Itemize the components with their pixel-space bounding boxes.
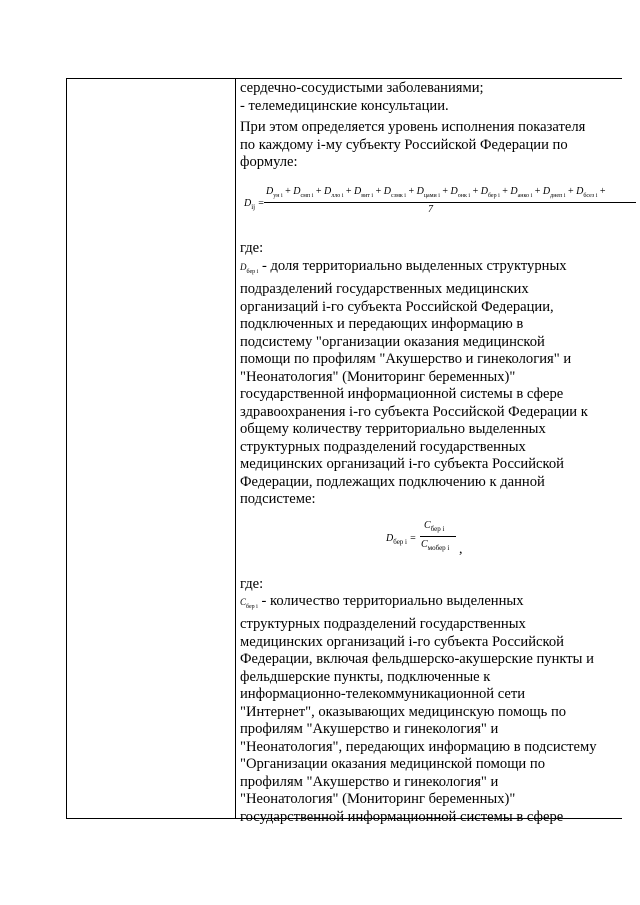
definition-line: структурных подразделений государственных — [240, 616, 526, 633]
definition-line: профилям "Акушерство и гинекология" и — [240, 773, 499, 790]
formula-term: $D_{бер i}$ — [480, 186, 500, 199]
plus-sign: + — [313, 186, 324, 197]
plus-sign: + — [373, 186, 384, 197]
definition-line: подключенных и передающих информацию в — [240, 316, 524, 333]
formula1-lhs: $D_{ij}$ = — [244, 198, 265, 211]
formula2-denominator: $C_{мобер i}$ — [421, 539, 450, 552]
definition-line: - количество территориально выделенных — [257, 593, 524, 609]
intro-line: - телемедицинские консультации. — [240, 97, 449, 114]
definition-line: организаций i-го субъекта Российской Федерации, — [240, 298, 554, 315]
intro-line: При этом определяется уровень исполнения показателя — [240, 119, 586, 135]
formula-term: $D_{ун i}$ — [266, 186, 283, 199]
definition-line: структурных подразделений государственных — [240, 438, 526, 455]
plus-sign: + — [343, 186, 355, 197]
formula1-numerator — [266, 186, 606, 199]
plus-sign: + — [439, 186, 451, 197]
definition-line: медицинских организаций i-го субъекта Российской — [240, 456, 564, 473]
formula1-fraction-bar — [264, 202, 636, 203]
table-left-border — [66, 78, 67, 819]
formula1-denominator: 7 — [428, 204, 433, 215]
definition-dber — [240, 258, 622, 509]
formula-term: $D_{бсез i}$ — [576, 186, 598, 199]
formula-term: $D_{цами i}$ — [416, 186, 440, 199]
def1-symbol: $D_{бер i}$ — [240, 262, 259, 275]
plus-sign: + — [565, 186, 577, 197]
def2-symbol: $C_{бер i}$ — [240, 597, 258, 610]
formula-term: $D_{лло i}$ — [323, 186, 344, 199]
formula2-lhs: $D_{бер i}$ = — [386, 533, 417, 546]
intro-line: формуле: — [240, 154, 298, 170]
where-label: где: — [240, 576, 264, 592]
formula2-fraction-bar — [420, 536, 456, 537]
definition-line: помощи по профилям "Акушерство и гинекология" и — [240, 351, 572, 368]
formula2-comma: , — [459, 542, 463, 557]
formula-term: $D_{сзмк i}$ — [383, 186, 406, 199]
plus-sign: + — [405, 186, 417, 197]
formula-term: $D_{вит i}$ — [354, 186, 374, 199]
definition-line: Федерации, подлежащих подключению к данной — [240, 473, 545, 490]
formula-term: $D_{анко i}$ — [510, 186, 533, 199]
formula-term: $D_{днеп i}$ — [542, 186, 566, 199]
definition-line: "Неонатология", передающих информацию в подсистему — [240, 738, 597, 755]
plus-sign: + — [470, 186, 481, 197]
table-top-border — [66, 78, 622, 79]
definition-line: здравоохранения i-го субъекта Российской Федерации к — [240, 403, 588, 420]
definition-line: "Организации оказания медицинской помощи по — [240, 756, 545, 773]
definition-line: - доля территориально выделенных структурных — [258, 258, 567, 274]
definition-line: медицинских организаций i-го субъекта Российской — [240, 633, 564, 650]
definition-line: "Неонатология" (Мониторинг беременных)" — [240, 791, 516, 808]
intro-text — [240, 80, 622, 172]
definition-line: "Интернет", оказывающих медицинскую помощь по — [240, 703, 567, 720]
plus-sign: + — [532, 186, 543, 197]
definition-line: подсистему "организации оказания медицинской — [240, 333, 545, 350]
definition-line: "Неонатология" (Мониторинг беременных)" — [240, 368, 516, 385]
formula-term: $D_{смп i}$ — [293, 186, 314, 199]
formula-term: $D_{онк i}$ — [450, 186, 471, 199]
definition-line: общему количеству территориально выделенных — [240, 421, 546, 438]
table-divider — [235, 78, 236, 819]
definition-line: подразделений государственных медицинских — [240, 281, 529, 298]
definition-line: подсистеме: — [240, 491, 316, 508]
definition-line: информационно-телекоммуникационной сети — [240, 686, 526, 703]
plus-sign: + — [282, 186, 294, 197]
definition-cber — [240, 593, 622, 826]
definition-line: государственной информационной системы в сфере — [240, 386, 564, 403]
definition-line: фельдшерские пункты, подключенные к — [240, 668, 491, 685]
formula2-numerator: $C_{бер i}$ — [424, 520, 445, 533]
definition-line: государственной информационной системы в сфере — [240, 808, 564, 825]
intro-line: сердечно-сосудистыми заболеваниями; — [240, 80, 484, 96]
where-label: где: — [240, 240, 264, 256]
plus-sign: + — [499, 186, 511, 197]
definition-line: Федерации, включая фельдшерско-акушерские пункты и — [240, 651, 594, 668]
intro-line: по каждому i-му субъекту Российской Федерации по — [240, 136, 568, 153]
definition-line: профилям "Акушерство и гинекология" и — [240, 721, 499, 738]
plus-sign: + — [597, 186, 606, 197]
